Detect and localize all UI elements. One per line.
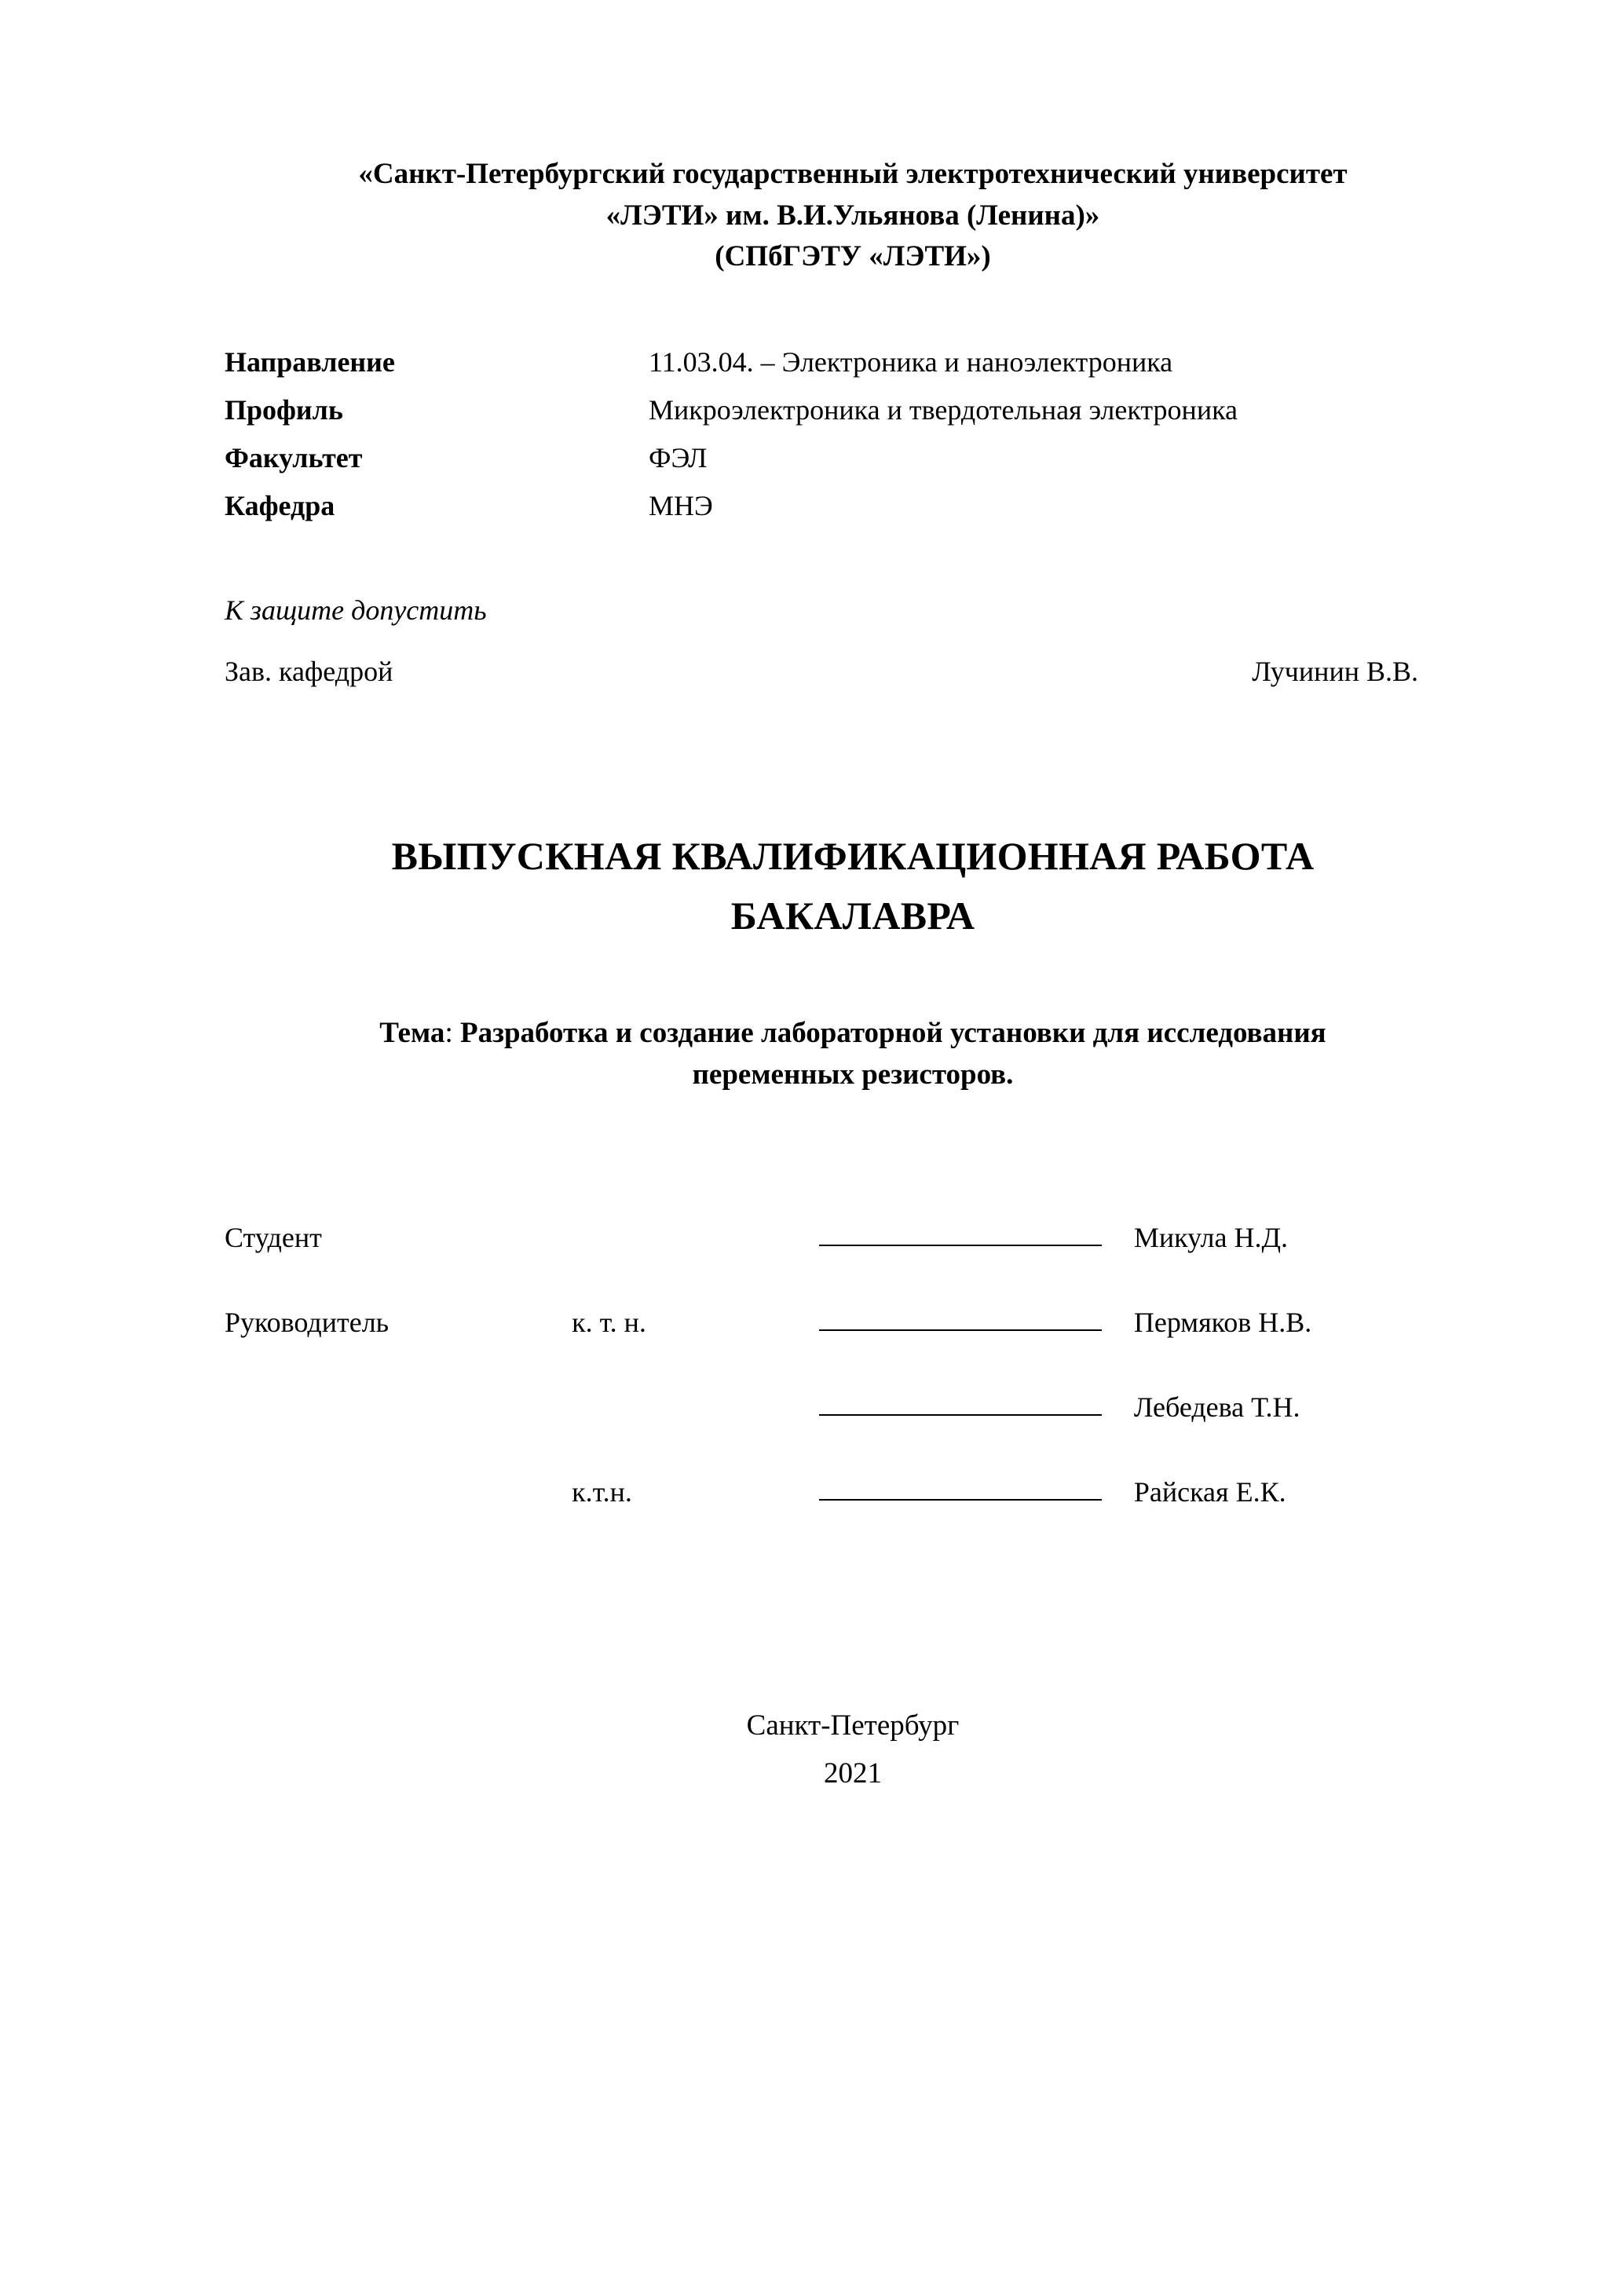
table-row [225,345,1481,393]
signature-line-supervisor[interactable] [787,1298,1134,1383]
signature-name-supervisor: Пермяков Н.В. [1133,1307,1312,1339]
meta-label-direction: Направление [225,345,395,378]
meta-value-profile: Микроэлектроника и твердотельная электроника [649,393,1238,426]
signature-role-consultant-2 [225,1468,572,1552]
signature-degree-student [572,1213,787,1298]
signature-degree-supervisor: к. т. н. [572,1307,646,1339]
signature-name-consultant-1: Лебедева Т.Н. [1133,1391,1300,1424]
admission-signature-row [225,655,1481,688]
signature-line-student[interactable] [787,1213,1134,1298]
program-meta-table [225,345,1481,538]
meta-label-department: Кафедра [225,490,335,522]
meta-label-profile: Профиль [225,393,343,426]
admission-note: К защите допустить [225,594,487,627]
signature-degree-consultant-1 [572,1383,787,1468]
page-content [225,0,1481,1798]
document-footer [225,1702,1481,1797]
table-row [225,1383,1481,1468]
theme-text-line-1: Разработка и создание лабораторной установки для исследования [459,1017,1326,1050]
page-title-line-2: БАКАЛАВРА [730,894,975,938]
meta-value-direction: 11.03.04. – Электроника и наноэлектроника [649,345,1173,378]
signature-rule [819,1498,1102,1501]
table-row [225,1468,1481,1552]
signature-rule [819,1413,1102,1416]
theme-separator: : [444,1017,460,1050]
signature-role-student: Студент [225,1222,322,1254]
table-row [225,1213,1481,1298]
table-row [225,489,1481,537]
signature-line-consultant-1[interactable] [787,1383,1134,1468]
admission-role-label: Зав. кафедрой [225,656,393,688]
thesis-theme [225,1013,1481,1095]
theme-text-line-2: переменных резисторов. [692,1058,1014,1091]
admission-head-name: Лучинин В.В. [1252,656,1418,688]
signature-role-supervisor: Руководитель [225,1307,390,1339]
meta-value-department: МНЭ [649,490,713,522]
footer-city: Санкт-Петербург [746,1709,960,1742]
signature-degree-consultant-2: к.т.н. [572,1476,632,1508]
signature-name-consultant-2: Райская Е.К. [1133,1476,1286,1508]
signature-rule [819,1244,1102,1246]
signature-line-consultant-2[interactable] [787,1468,1134,1552]
signature-table [225,1213,1481,1552]
table-row [225,393,1481,441]
university-header-line-2: «ЛЭТИ» им. В.И.Ульянова (Ленина)» [605,199,1100,232]
theme-label: Тема [379,1017,445,1050]
university-header-line-1: «Санкт-Петербургский государственный электротехнический университет [358,158,1348,190]
meta-label-faculty: Факультет [225,441,363,473]
signature-role-consultant-1 [225,1383,572,1468]
meta-value-faculty: ФЭЛ [649,441,708,473]
footer-year: 2021 [824,1757,882,1790]
signature-rule [819,1329,1102,1331]
signature-name-student: Микула Н.Д. [1133,1222,1289,1254]
university-header-line-3: (СПбГЭТУ «ЛЭТИ») [715,240,991,273]
table-row [225,441,1481,489]
university-header [225,154,1481,278]
page-title-line-1: ВЫПУСКНАЯ КВАЛИФИКАЦИОННАЯ РАБОТА [391,834,1315,879]
page-title [225,826,1481,945]
table-row [225,1298,1481,1383]
